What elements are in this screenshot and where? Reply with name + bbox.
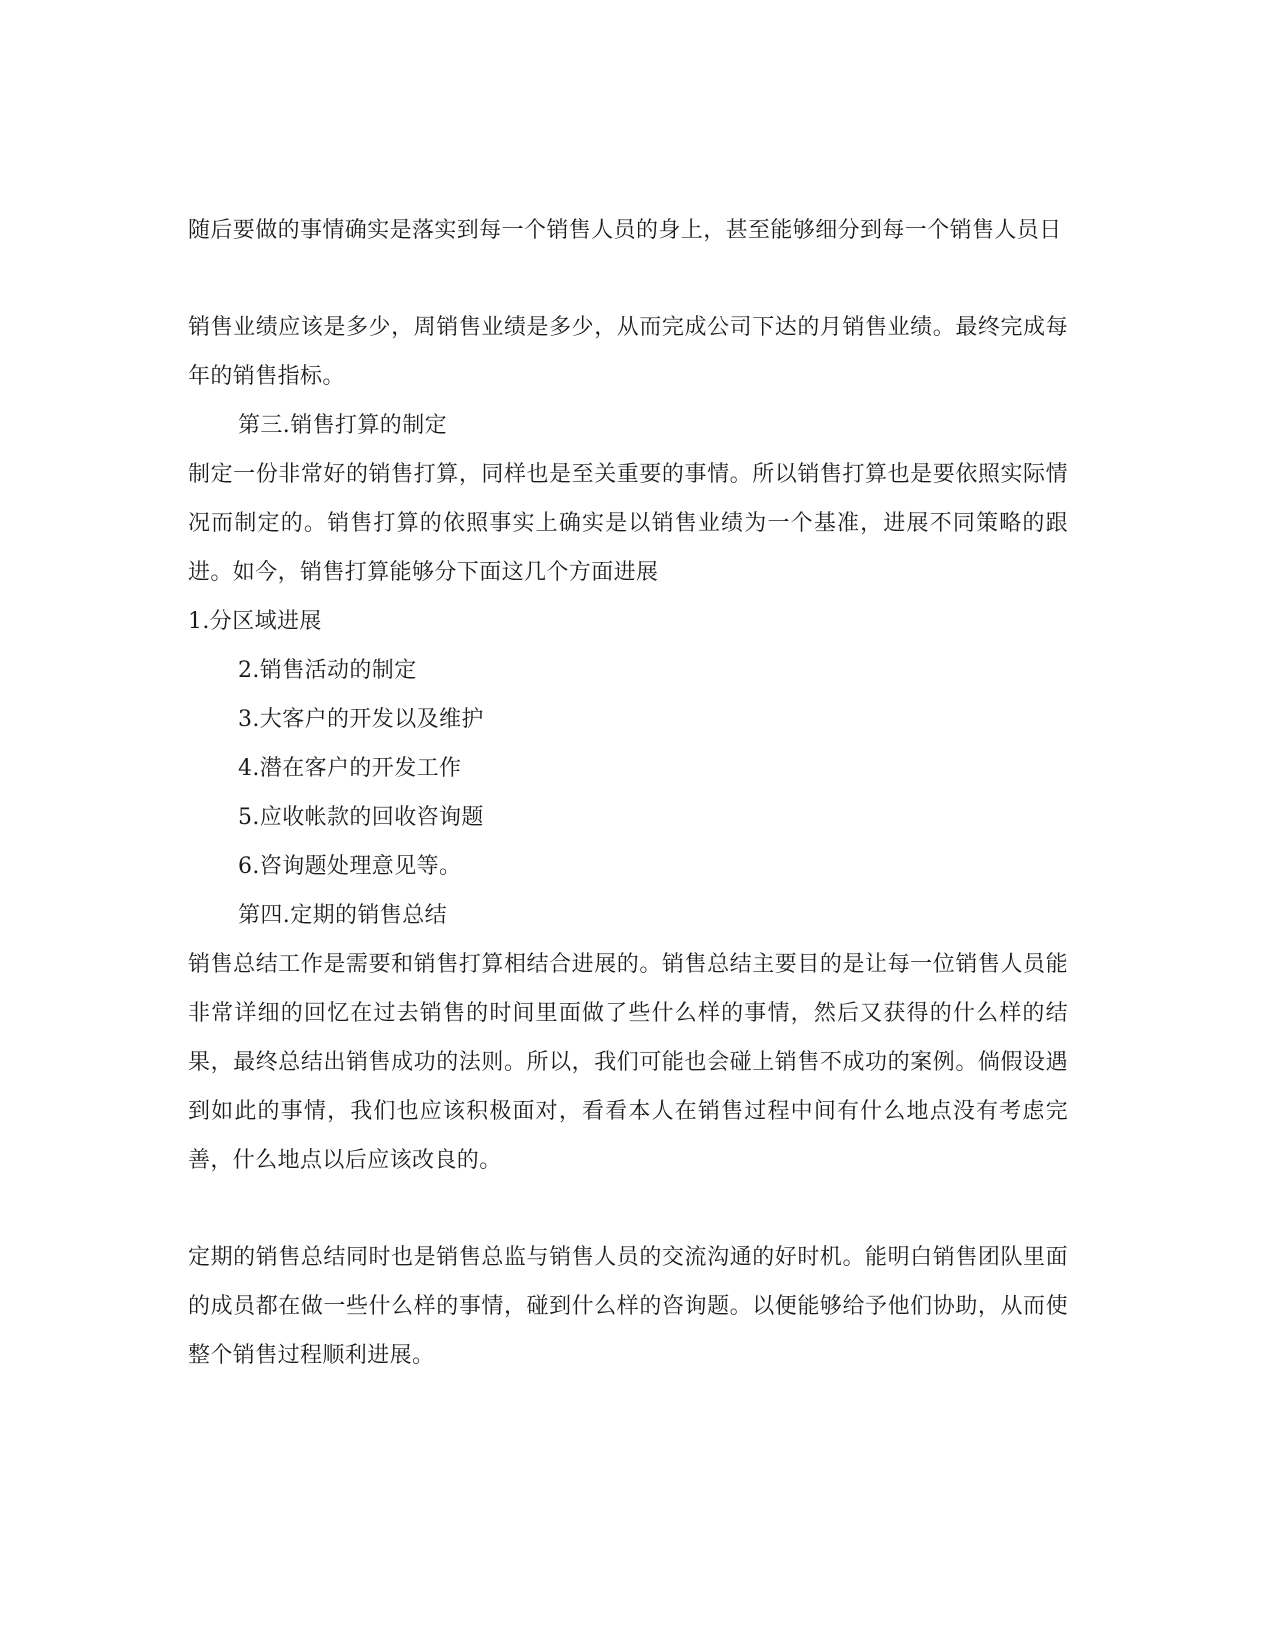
paragraph-sales-plan: 制定一份非常好的销售打算，同样也是至关重要的事情。所以销售打算也是要依照实际情况而制定的。销售打算的依照事实上确实是以销售业绩为一个基准，进展不同策略的跟进。如今，销售打算能够分下面这几个方面进展 [188,462,1068,585]
paragraph-sales-targets: 销售业绩应该是多少，周销售业绩是多少，从而完成公司下达的月销售业绩。最终完成每年的销售指标。 [188,315,1068,389]
list-item-5: 5.应收帐款的回收咨询题 [238,805,484,830]
paragraph-gap [188,255,1068,303]
list-item-1: 1.分区域进展 [188,609,322,634]
section-heading-sales-summary: 第四.定期的销售总结 [238,903,447,928]
list-item-6: 6.咨询题处理意见等。 [238,854,462,879]
paragraph-gap [188,1185,1068,1233]
paragraph-task-breakdown: 随后要做的事情确实是落实到每一个销售人员的身上，甚至能够细分到每一个销售人员日 [188,218,1062,243]
list-item-3: 3.大客户的开发以及维护 [238,707,484,732]
section-heading-sales-plan: 第三.销售打算的制定 [238,413,447,438]
paragraph-sales-summary: 销售总结工作是需要和销售打算相结合进展的。销售总结主要目的是让每一位销售人员能非常详细的回忆在过去销售的时间里面做了些什么样的事情，然后又获得的什么样的结果，最终总结出销售成功的法则。所以，我们可能也会碰上销售不成功的案例。倘假设遇到如此的事情，我们也应该积极面对，看看本人在销售过程中间有什么地点没有考虑完善，什么地点以后应该改良的。 [188,952,1068,1173]
list-item-4: 4.潜在客户的开发工作 [238,756,462,781]
paragraph-communication: 定期的销售总结同时也是销售总监与销售人员的交流沟通的好时机。能明白销售团队里面的成员都在做一些什么样的事情，碰到什么样的咨询题。以便能够给予他们协助，从而使整个销售过程顺利进展。 [188,1245,1068,1368]
list-item-2: 2.销售活动的制定 [238,658,417,683]
document-body [188,206,1068,1380]
